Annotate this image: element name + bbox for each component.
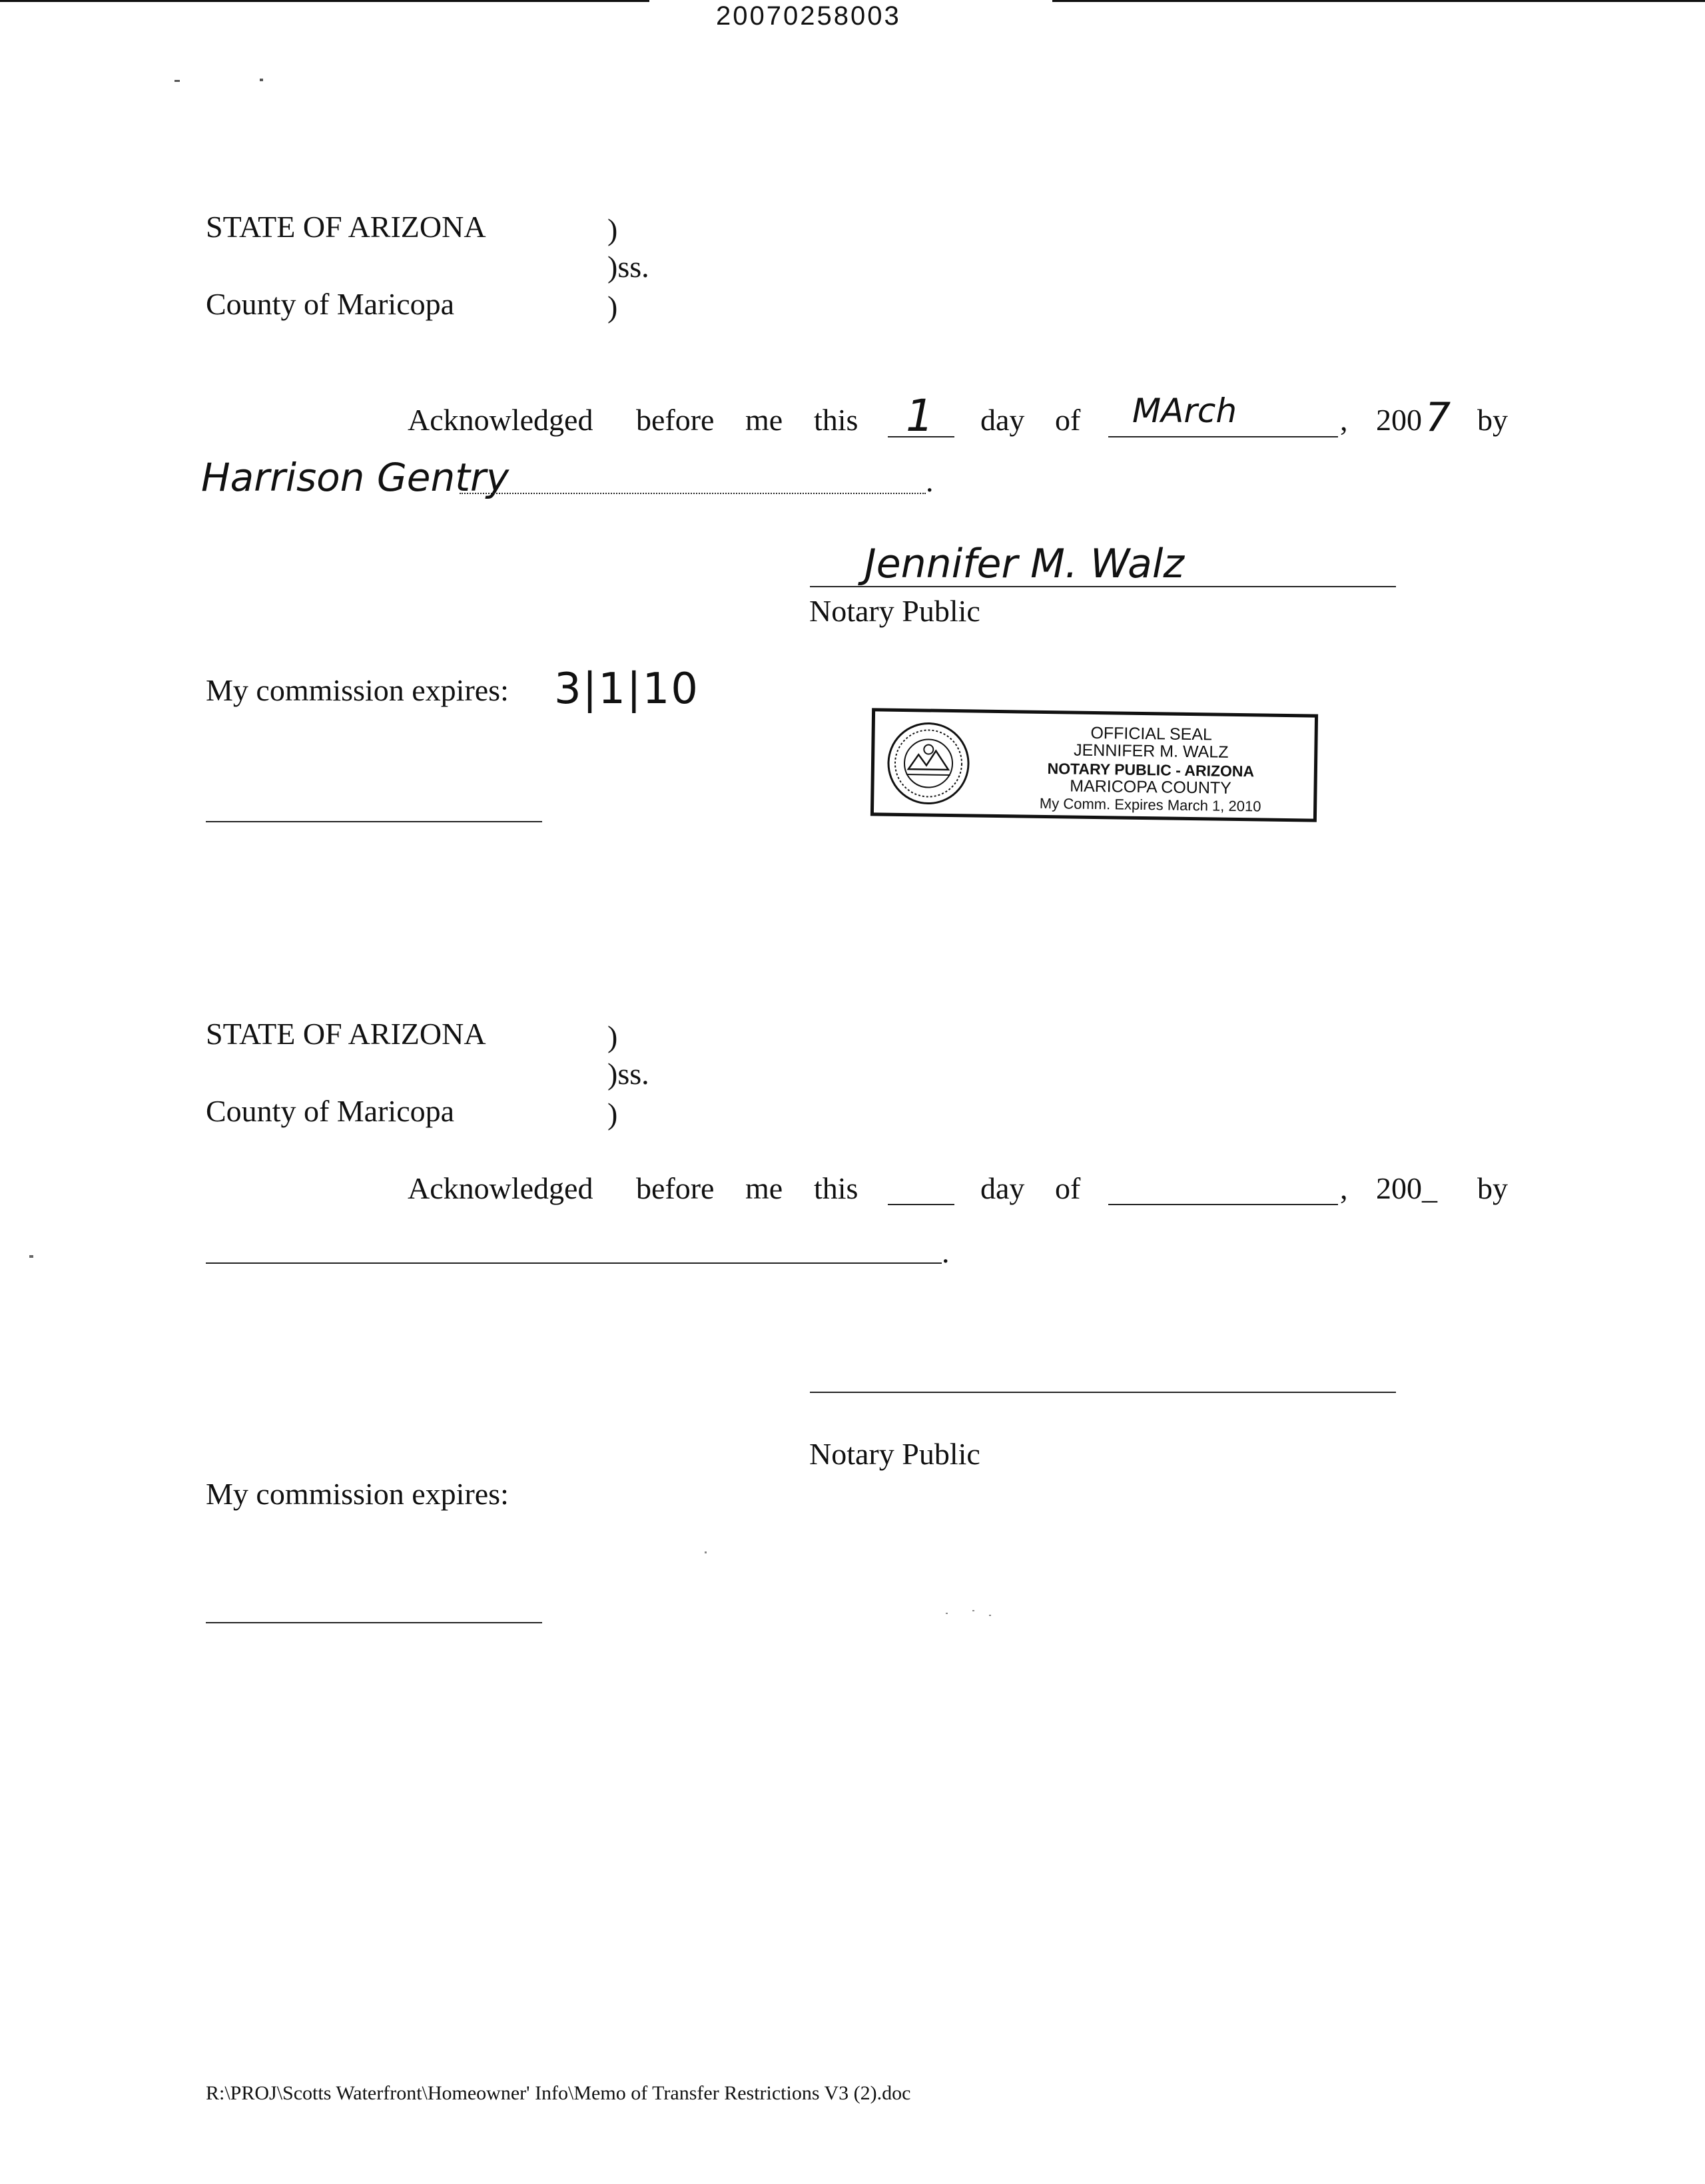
county-label: County of Maricopa [206,1094,455,1128]
ack-word: before [636,403,715,437]
signer-name-blank [206,1262,942,1264]
header-rule-left [0,0,649,2]
commission-label: My commission expires: [206,1477,509,1511]
scan-speck [174,80,180,82]
ss-mark: )ss. [607,250,649,284]
scan-speck [260,79,263,81]
ack-word: day [980,1171,1025,1205]
ack-word: by [1477,403,1508,437]
seal-line: My Comm. Expires March 1, 2010 [1039,794,1261,815]
signer-period: . [942,1235,950,1269]
state-seal-emblem [886,721,971,806]
scan-speck [946,1613,948,1614]
scan-speck [29,1255,33,1258]
header-rule-right [1052,0,1705,2]
commission-label: My commission expires: [206,673,509,707]
commission-blank [206,821,542,822]
venue-paren: ) [607,290,618,324]
document-number: 20070258003 [716,1,901,31]
seal-line: JENNIFER M. WALZ [1073,740,1229,762]
handwritten-year-digit: 7 [1425,394,1451,441]
notary-public-label: Notary Public [809,594,980,628]
ack-word: of [1055,1171,1081,1205]
county-label: County of Maricopa [206,287,455,321]
ack-word: by [1477,1171,1508,1205]
year-prefix: 200_ [1376,1171,1437,1205]
seal-line: NOTARY PUBLIC - ARIZONA [1047,760,1255,780]
ack-word: this [814,1171,858,1205]
state-label: STATE OF ARIZONA [206,210,486,244]
month-blank [1108,1204,1338,1205]
state-label: STATE OF ARIZONA [206,1017,486,1051]
handwritten-commission-date: 3|1|10 [554,665,699,714]
ss-mark: )ss. [607,1057,649,1091]
ack-word: me [745,1171,783,1205]
ack-word: before [636,1171,715,1205]
scan-speck [989,1615,991,1616]
day-blank [888,1204,954,1205]
year-prefix: 200 [1376,403,1422,437]
handwritten-day: 1 [906,390,934,441]
notary-public-label: Notary Public [809,1437,980,1471]
scan-speck [705,1551,707,1553]
ack-word: me [745,403,783,437]
venue-paren: ) [607,1019,618,1053]
venue-paren: ) [607,212,618,246]
handwritten-signer-name: Harrison Gentry [201,455,510,500]
notary-seal [870,708,1318,822]
ack-word: this [814,403,858,437]
notary-signature: Jennifer M. Walz [864,541,1184,587]
ack-comma: , [1340,1171,1348,1205]
venue-paren: ) [607,1097,618,1131]
ack-word: Acknowledged [408,1171,593,1205]
handwritten-month: MArch [1132,392,1237,430]
ack-word: day [980,403,1025,437]
footer-file-path: R:\PROJ\Scotts Waterfront\Homeowner' Info\Memo of Transfer Restrictions V3 (2).doc [206,2082,911,2104]
ack-word: of [1055,403,1081,437]
month-blank [1108,436,1338,437]
signer-period: . [926,464,934,498]
commission-blank [206,1622,542,1623]
signer-name-blank [460,493,926,494]
ack-word: Acknowledged [408,403,593,437]
ack-comma: , [1340,403,1348,437]
notary-signature-line [810,1392,1396,1393]
seal-line: OFFICIAL SEAL [1090,723,1213,744]
scan-speck [972,1610,974,1611]
seal-line: MARICOPA COUNTY [1070,776,1232,798]
notary-signature-line [810,586,1396,587]
